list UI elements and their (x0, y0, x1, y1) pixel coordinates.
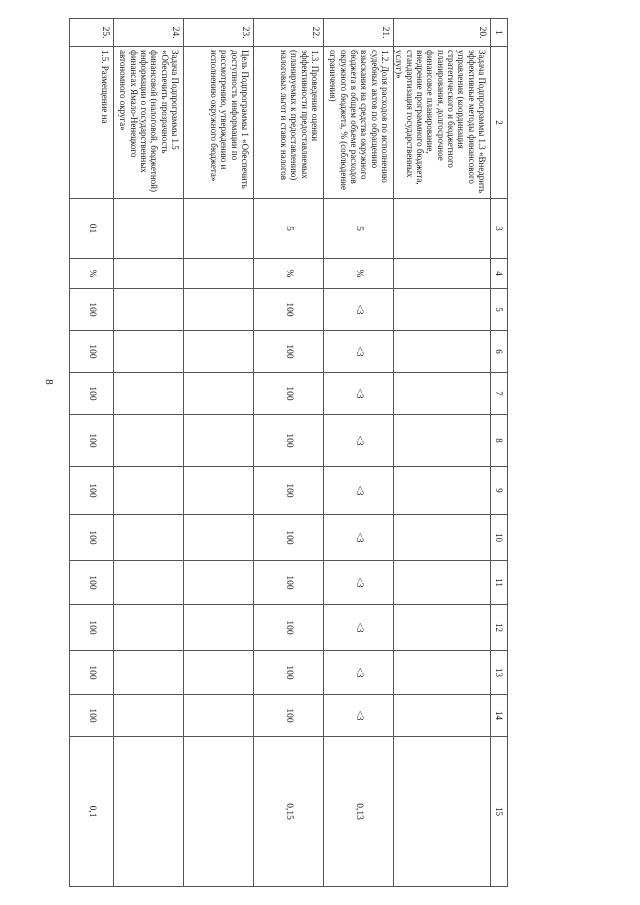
cell-col-8 (113, 415, 183, 467)
col-header: 15 (491, 737, 508, 887)
col-header: 4 (491, 259, 508, 289)
page-number: 8 (42, 379, 55, 385)
cell-col-5: 100 (69, 289, 113, 331)
cell-col-8: <3 (323, 415, 393, 467)
col-header: 9 (491, 467, 508, 515)
cell-col-15: 0,13 (323, 737, 393, 887)
cell-col-10: 100 (69, 515, 113, 561)
cell-col-11 (183, 561, 253, 605)
row-number: 22. (253, 19, 323, 47)
cell-col-9: 100 (253, 467, 323, 515)
cell-col-7 (183, 373, 253, 415)
table-row (69, 19, 113, 887)
table-row (393, 19, 490, 887)
cell-unit: % (253, 259, 323, 289)
table-row (183, 19, 253, 887)
cell-unit (393, 259, 490, 289)
indicator-description: Задача Подпрограммы 1.5 «Обеспечить прозрачность финансовой (налоговой, бюджетной) информации о государственных финансах Ямало-Ненецкого автономного округа» (113, 47, 183, 199)
cell-col-15 (183, 737, 253, 887)
row-number: 20. (393, 19, 490, 47)
cell-col-12: <3 (323, 605, 393, 651)
col-header: 14 (491, 695, 508, 737)
col-header: 3 (491, 199, 508, 259)
cell-col-12: 100 (69, 605, 113, 651)
cell-col-10 (113, 515, 183, 561)
cell-col-3 (113, 199, 183, 259)
indicator-table (69, 18, 508, 887)
table-row (323, 19, 393, 887)
cell-unit (113, 259, 183, 289)
col-header: 5 (491, 289, 508, 331)
cell-col-6 (393, 331, 490, 373)
cell-col-12 (183, 605, 253, 651)
cell-col-6: 100 (253, 331, 323, 373)
table-row (253, 19, 323, 887)
cell-col-13: <3 (323, 651, 393, 695)
col-header: 13 (491, 651, 508, 695)
indicator-description: Задача Подпрограммы 1.3 «Внедрить эффективные методы финансового управления (координация стратегического и бюджетного планирования, долгосрочное финансовое планирование, внедрение программного бюджета, стандартизация государственных услуг)» (393, 47, 490, 199)
cell-col-8 (183, 415, 253, 467)
indicator-description: 1.3. Проведение оценки эффективности предоставляемых (планируемых к предоставлению) налоговых льгот и ставок налогов (253, 47, 323, 199)
cell-col-13 (113, 651, 183, 695)
cell-col-6: <3 (323, 331, 393, 373)
cell-col-7: 100 (253, 373, 323, 415)
cell-col-12: 100 (253, 605, 323, 651)
cell-unit: % (69, 259, 113, 289)
cell-col-7: 100 (69, 373, 113, 415)
col-header: 8 (491, 415, 508, 467)
cell-col-15 (393, 737, 490, 887)
row-number: 24. (113, 19, 183, 47)
cell-col-3: 01 (69, 199, 113, 259)
cell-col-15: 0,1 (69, 737, 113, 887)
cell-col-6 (113, 331, 183, 373)
cell-col-10: 100 (253, 515, 323, 561)
cell-col-8 (393, 415, 490, 467)
cell-col-8: 100 (253, 415, 323, 467)
cell-col-15: 0,15 (253, 737, 323, 887)
cell-col-14 (113, 695, 183, 737)
col-header: 12 (491, 605, 508, 651)
col-header: 2 (491, 47, 508, 199)
cell-col-14: 100 (69, 695, 113, 737)
cell-col-13: 100 (253, 651, 323, 695)
cell-col-5 (393, 289, 490, 331)
col-header: 1 (491, 19, 508, 47)
cell-col-9 (113, 467, 183, 515)
cell-col-11: 100 (253, 561, 323, 605)
cell-col-8: 100 (69, 415, 113, 467)
cell-col-9 (393, 467, 490, 515)
indicator-description: 1.5. Размещение на (69, 47, 113, 199)
cell-col-7 (113, 373, 183, 415)
cell-col-6: 100 (69, 331, 113, 373)
row-number: 21. (323, 19, 393, 47)
cell-col-9: <3 (323, 467, 393, 515)
cell-col-9: 100 (69, 467, 113, 515)
col-header: 10 (491, 515, 508, 561)
cell-col-3: 5 (323, 199, 393, 259)
cell-col-12 (393, 605, 490, 651)
cell-col-10: <3 (323, 515, 393, 561)
cell-col-13 (393, 651, 490, 695)
cell-col-14 (183, 695, 253, 737)
cell-col-11 (393, 561, 490, 605)
col-header: 7 (491, 373, 508, 415)
cell-col-13 (183, 651, 253, 695)
cell-col-14 (393, 695, 490, 737)
col-header: 6 (491, 331, 508, 373)
cell-col-11 (113, 561, 183, 605)
cell-col-3 (393, 199, 490, 259)
indicator-table-container (86, 18, 508, 886)
cell-col-7 (393, 373, 490, 415)
row-number: 23. (183, 19, 253, 47)
cell-col-13: 100 (69, 651, 113, 695)
cell-unit: % (323, 259, 393, 289)
cell-col-12 (113, 605, 183, 651)
cell-col-14: <3 (323, 695, 393, 737)
cell-col-5 (113, 289, 183, 331)
row-number: 25. (69, 19, 113, 47)
cell-unit (183, 259, 253, 289)
cell-col-3: 5 (253, 199, 323, 259)
cell-col-5: 100 (253, 289, 323, 331)
cell-col-5: <3 (323, 289, 393, 331)
indicator-description: 1.2. Доля расходов по исполнению судебных актов по обращению взыскания на средства окружного бюджета в общем объеме расходов окружного бюджета, % (соблюдение ограничения) (323, 47, 393, 199)
cell-col-9 (183, 467, 253, 515)
cell-col-14: 100 (253, 695, 323, 737)
cell-col-3 (183, 199, 253, 259)
cell-col-10 (393, 515, 490, 561)
cell-col-7: <3 (323, 373, 393, 415)
cell-col-5 (183, 289, 253, 331)
cell-col-11: <3 (323, 561, 393, 605)
table-row (113, 19, 183, 887)
cell-col-11: 100 (69, 561, 113, 605)
col-header: 11 (491, 561, 508, 605)
header-row (491, 19, 508, 887)
cell-col-15 (113, 737, 183, 887)
cell-col-6 (183, 331, 253, 373)
cell-col-10 (183, 515, 253, 561)
indicator-description: Цель Подпрограммы 1 «Обеспечить доступность информации по рассмотрению, утверждению и исполнению окружного бюджета» (183, 47, 253, 199)
